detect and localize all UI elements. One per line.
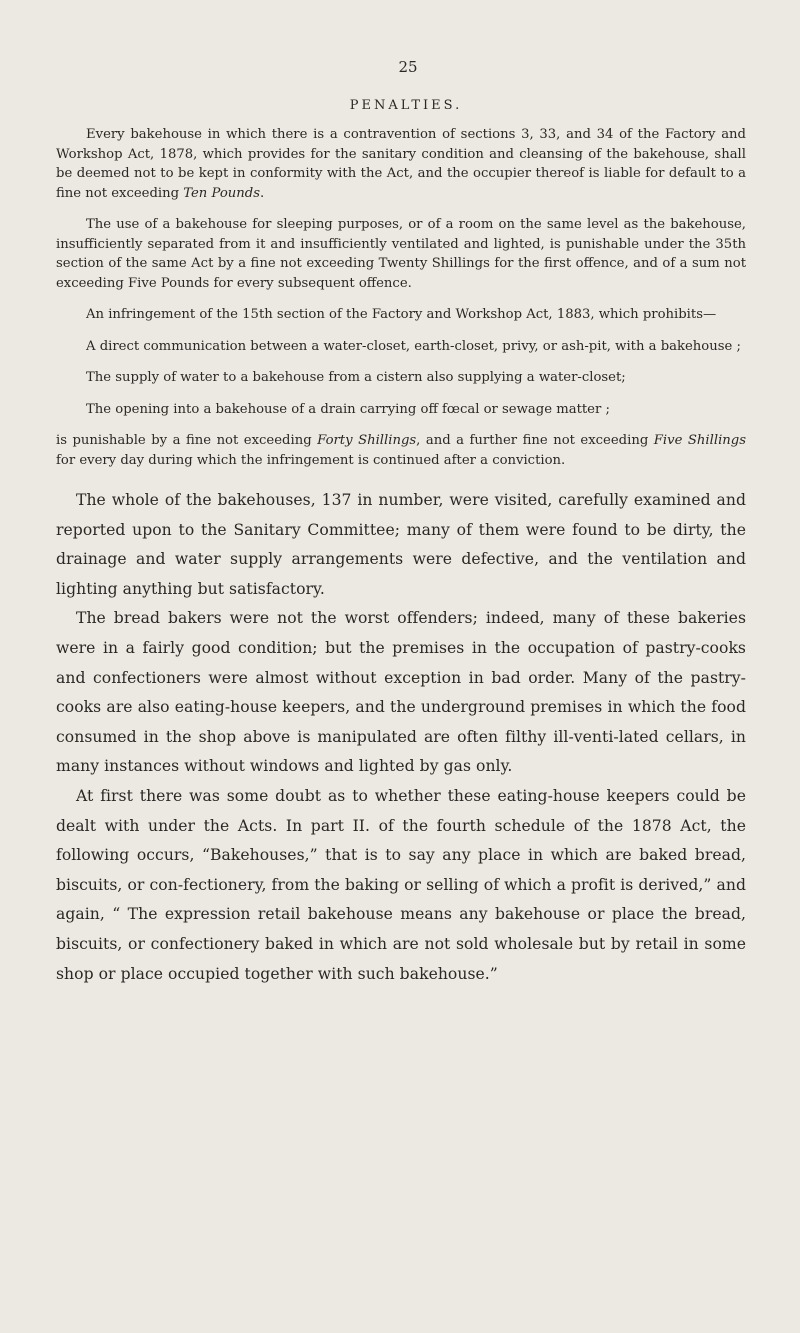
penalty-paragraph-1-end: . [259,185,265,201]
penalty-paragraph-4-text-c: for every day during which the infringement is continued after a conviction. [56,452,566,468]
prohibition-item: The opening into a bakehouse of a drain carrying off fœcal or sewage matter ; [86,401,610,417]
page-number: 25 [398,58,418,76]
body-paragraph-2: The bread bakers were not the worst offenders; indeed, many of these bakeries were in a fairly good condition; but the premises in the occupation of pastry-cooks and confectioners were almost without exception in bad order. Many of the pastry-cooks are also eating-house keepers, and the underground premises in which the food consumed in the shop above is manipulated are often filthy ill-venti-lated cellars, in many instances without windows and lighted by gas only. [56,609,746,776]
penalty-amount-forty-shillings: Forty Shillings [317,433,417,448]
penalty-amount-ten-pounds: Ten Pounds [183,185,260,201]
penalty-paragraph-1 [56,125,746,203]
prohibition-item: A direct communication between a water-closet, earth-closet, privy, or ash-pit, with a bakehouse ; [86,338,741,354]
penalty-paragraph-3: An infringement of the 15th section of the Factory and Workshop Act, 1883, which prohibits— [86,307,717,322]
penalty-paragraph-4-text-b: , and a further fine not exceeding [416,433,654,448]
penalty-paragraph-4 [56,431,746,470]
document-page [56,58,746,989]
penalty-paragraph-1-text: Every bakehouse in which there is a contravention of sections 3, 33, and 34 of the Factory and Workshop Act, 1878, which provides for the sanitary condition and cleansing of the bakehouse, shall be deemed not to be kept in conformity with the Act, and the occupier thereof is liable for default to a fine not exceeding [56,127,746,201]
body-paragraph-3: At first there was some doubt as to whether these eating-house keepers could be dealt with under the Acts. In part II. of the fourth schedule of the 1878 Act, the following occurs, “Bakehouses,” that is to say any place in which are baked bread, biscuits, or con-fectionery, from the baking or selling of which a profit is derived,” and again, “ The expression retail bakehouse means any bakehouse or place the bread, biscuits, or confectionery baked in which are not sold wholesale but by retail in some shop or place occupied together with such bakehouse.” [56,786,746,983]
penalty-paragraph-4-text-a: is punishable by a fine not exceeding [56,433,318,448]
penalty-amount-five-shillings: Five Shillings [653,433,746,448]
prohibition-item: The supply of water to a bakehouse from a cistern also supplying a water-closet; [86,370,626,385]
body-paragraph-1: The whole of the bakehouses, 137 in number, were visited, carefully examined and reported upon to the Sanitary Committee; many of them were found to be dirty, the drainage and water supply arrangements were defective, and the ventilation and lighting anything but satisfactory. [56,491,746,598]
section-heading: PENALTIES. [349,98,463,113]
penalty-paragraph-2: The use of a bakehouse for sleeping purposes, or of a room on the same level as the bakehouse, insufficiently separated from it and insufficiently ventilated and lighted, is punishable under the 35th section of the same Act by a fine not exceeding Twenty Shillings for the first offence, and of a sum not exceeding Five Pounds for every subsequent offence. [56,217,746,291]
